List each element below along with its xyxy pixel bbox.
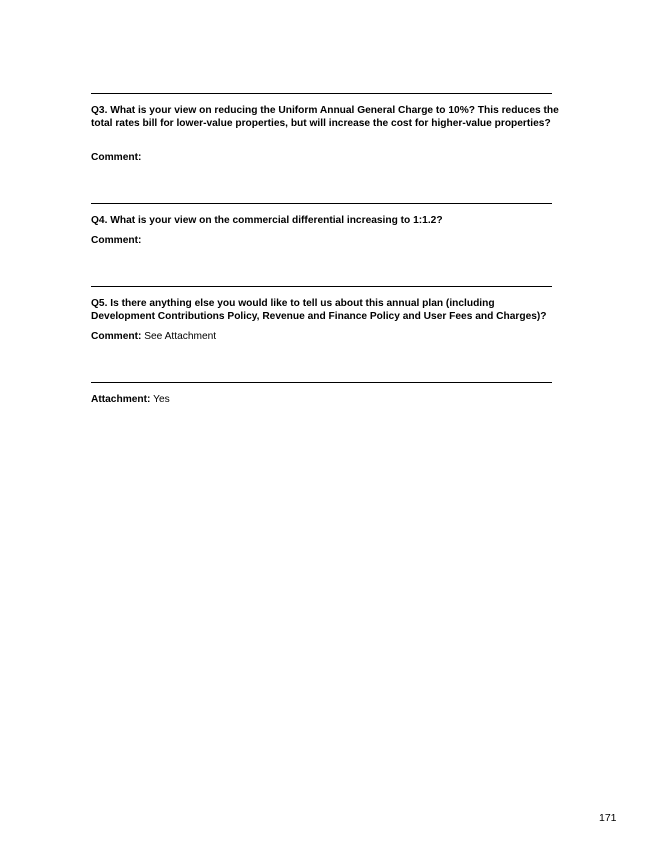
question-5-text: Q5. Is there anything else you would like to tell us about this annual plan (including Development Contributions Policy, Revenue and Finance Policy and User Fees and Charges)? — [91, 298, 547, 323]
question-4-comment — [91, 234, 141, 247]
question-3-comment — [91, 151, 141, 164]
question-3-text: Q3. What is your view on reducing the Uniform Annual General Charge to 10%? This reduces the total rates bill for lower-value properties, but will increase the cost for higher-value properties? — [91, 105, 559, 130]
attachment-field — [91, 393, 170, 406]
attachment-label: Attachment: — [91, 394, 151, 405]
question-5-comment — [91, 330, 216, 343]
page-number: 171 — [599, 812, 617, 824]
section-divider-2 — [91, 203, 552, 204]
question-4-text: Q4. What is your view on the commercial differential increasing to 1:1.2? — [91, 215, 443, 226]
comment-label: Comment: — [91, 331, 142, 342]
attachment-value: Yes — [153, 394, 170, 405]
section-divider-3 — [91, 286, 552, 287]
comment-label: Comment: — [91, 152, 142, 163]
section-divider-1 — [91, 93, 552, 94]
section-divider-4 — [91, 382, 552, 383]
comment-label: Comment: — [91, 235, 142, 246]
comment-value: See Attachment — [144, 331, 217, 342]
